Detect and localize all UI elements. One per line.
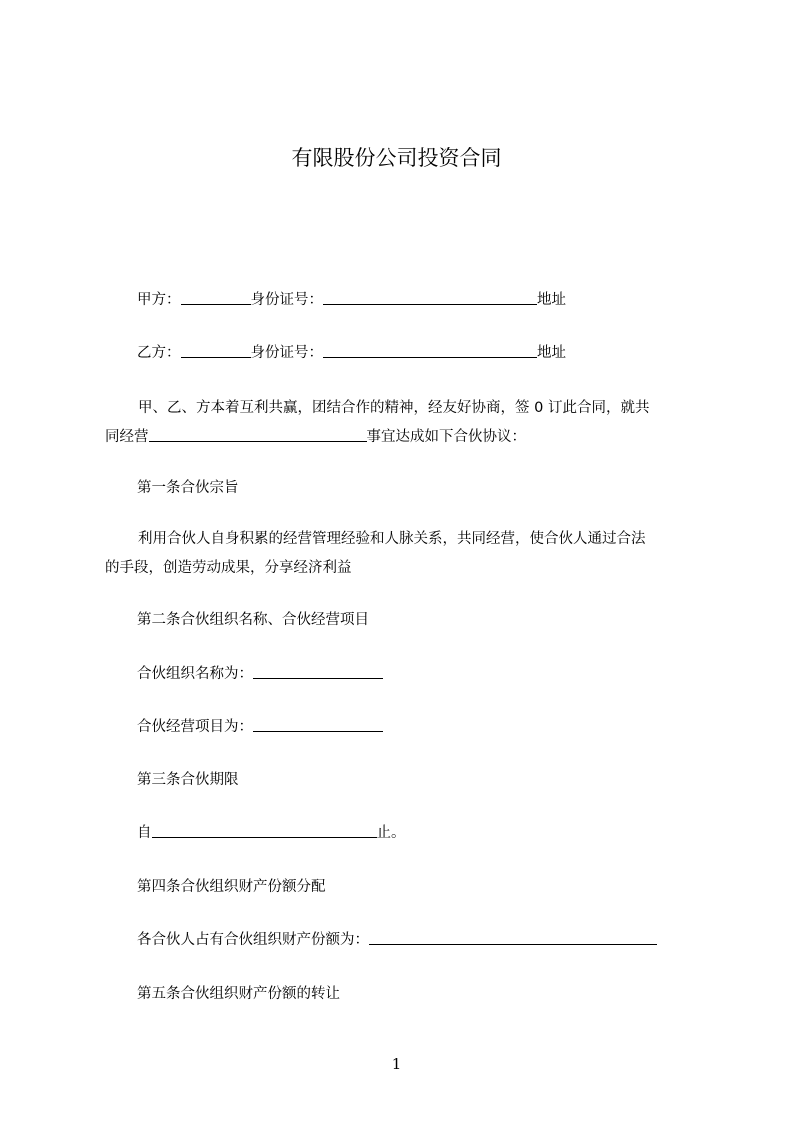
party-a-id-blank[interactable] [323,289,537,305]
article-2-heading: 第二条合伙组织名称、合伙经营项目 [137,612,369,628]
org-name-line [137,663,383,685]
term-to-label: 止。 [376,825,406,841]
article-1-heading: 第一条合伙宗旨 [137,480,239,496]
business-line [137,716,383,738]
term-blank[interactable] [152,822,377,838]
party-b-line [137,342,566,364]
article-1-body [105,525,705,583]
party-b-name-blank[interactable] [181,342,251,358]
intro-line-2-suffix: 事宜达成如下合伙协议： [366,429,526,445]
intro-paragraph [105,394,705,452]
party-a-id-label: 身份证号： [250,292,323,308]
party-b-id-blank[interactable] [323,342,537,358]
document-title: 有限股份公司投资合同 [291,146,502,170]
intro-line-1: 甲、乙、方本着互利共赢，团结合作的精神，经友好协商，签 0 订此合同，就共 [138,400,650,416]
party-b-label: 乙方： [137,345,181,361]
share-line [137,929,657,951]
org-name-blank[interactable] [253,663,383,679]
share-blank[interactable] [369,929,657,945]
party-a-line [137,289,566,311]
intro-line-2 [105,423,705,452]
share-label: 各合伙人占有合伙组织财产份额为： [137,932,369,948]
article-3-heading: 第三条合伙期限 [137,772,239,788]
article-1-line-1: 利用合伙人自身积累的经营管理经验和人脉关系，共同经营，使合伙人通过合法 [138,531,646,547]
party-a-address-label: 地址 [537,292,566,308]
intro-line-2-prefix: 同经营 [105,429,149,445]
term-line [137,822,406,844]
party-b-address-label: 地址 [537,345,566,361]
party-a-label: 甲方： [137,292,181,308]
business-blank[interactable] [253,716,383,732]
party-b-id-label: 身份证号： [250,345,323,361]
article-5-heading: 第五条合伙组织财产份额的转让 [137,986,340,1002]
party-a-name-blank[interactable] [181,289,251,305]
term-from-label: 自 [137,825,152,841]
org-name-label: 合伙组织名称为： [137,666,253,682]
business-label: 合伙经营项目为： [137,719,253,735]
page-number: 1 [391,1055,402,1073]
article-4-heading: 第四条合伙组织财产份额分配 [137,879,326,895]
joint-business-blank[interactable] [149,426,367,442]
article-1-line-2: 的手段，创造劳动成果，分享经济利益 [105,560,352,576]
